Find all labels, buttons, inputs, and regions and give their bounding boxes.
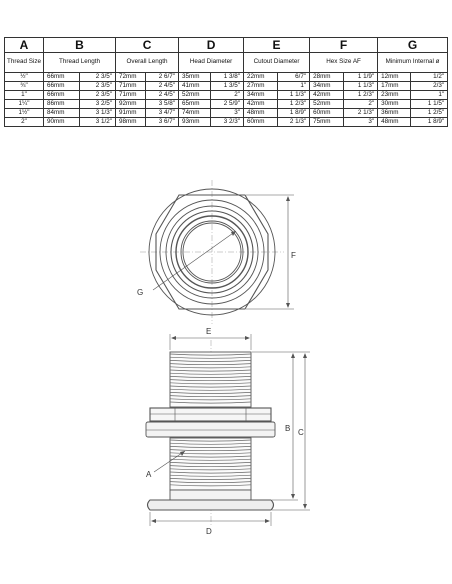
table-cell: 34mm [244,91,278,100]
table-cell: 1" [5,91,44,100]
table-cell: 2" [211,91,244,100]
table-cell: 3 5/8" [146,100,179,109]
top-view [140,180,294,324]
table-cell: 34mm [310,82,344,91]
table-cell: 72mm [116,73,146,82]
table-cell: 48mm [378,118,411,127]
table-cell: 52mm [179,91,211,100]
side-washer [146,422,275,437]
table-cell: 1 3/5" [211,82,244,91]
table-cell: 52mm [310,100,344,109]
table-cell: 2 3/5" [80,82,116,91]
dimension-label-f: F [291,251,296,260]
table-cell: 48mm [244,109,278,118]
table-cell: 3 1/2" [80,118,116,127]
table-cell: 36mm [378,109,411,118]
table-cell: 93mm [179,118,211,127]
table-cell: 75mm [310,118,344,127]
dimension-label-c: C [298,428,304,437]
table-cell: 6/7" [278,73,310,82]
table-cell: 2 1/3" [344,109,378,118]
table-cell: 1 2/3" [278,100,310,109]
column-letter-a: A [5,38,44,53]
table-cell: 66mm [44,73,80,82]
table-cell: 1 1/9" [344,73,378,82]
table-cell: 2" [5,118,44,127]
table-cell: 86mm [44,100,80,109]
side-head-flange [148,500,274,510]
table-cell: 27mm [244,82,278,91]
dimension-label-b: B [285,424,291,433]
table-cell: 2 4/5" [146,91,179,100]
table-cell: 65mm [179,100,211,109]
table-cell: 74mm [179,109,211,118]
table-cell: 23mm [378,91,411,100]
table-cell: 3 6/7" [146,118,179,127]
table-cell: 35mm [179,73,211,82]
table-cell: 66mm [44,91,80,100]
table-cell: 2 5/9" [211,100,244,109]
table-cell: 17mm [378,82,411,91]
table-cell: 71mm [116,91,146,100]
table-cell: 92mm [116,100,146,109]
header-overall-length: Overall Length [116,53,179,73]
table-cell: 1 1/3" [278,91,310,100]
table-cell: 2 1/3" [278,118,310,127]
table-cell: 3" [211,109,244,118]
table-cell: 2 3/5" [80,91,116,100]
table-cell: 3 4/7" [146,109,179,118]
header-head-diameter: Head Diameter [179,53,244,73]
table-cell: 22mm [244,73,278,82]
side-head-collar [170,490,251,500]
column-letter-d: D [179,38,244,53]
table-cell: 12mm [378,73,411,82]
table-cell: 3 1/3" [80,109,116,118]
table-cell: 1 8/9" [278,109,310,118]
dimension-label-g: G [137,288,144,297]
table-cell: 91mm [116,109,146,118]
dimension-label-a: A [146,470,152,479]
table-cell: 1½" [5,109,44,118]
table-cell: 1 1/3" [344,82,378,91]
table-cell: 41mm [179,82,211,91]
table-cell: 1 3/8" [211,73,244,82]
header-cutout-diameter: Cutout Diameter [244,53,310,73]
table-cell: 71mm [116,82,146,91]
table-cell: 2 3/5" [80,73,116,82]
table-cell: 1 8/9" [411,118,448,127]
table-cell: 60mm [310,109,344,118]
table-cell: 1" [411,91,448,100]
table-cell: 2 4/5" [146,82,179,91]
table-cell: 1 1/5" [411,100,448,109]
table-cell: 2" [344,100,378,109]
upper-thread-section [170,352,251,407]
dimension-label-e: E [206,327,212,336]
side-hex-nut [150,408,271,421]
header-min-internal: Minimum Internal ø [378,53,448,73]
column-letter-c: C [116,38,179,53]
table-cell: 1 2/5" [411,109,448,118]
table-cell: 28mm [310,73,344,82]
table-cell: 1" [278,82,310,91]
dimension-label-d: D [206,527,212,536]
table-cell: 42mm [310,91,344,100]
table-cell: 90mm [44,118,80,127]
table-cell: 3 2/5" [80,100,116,109]
table-cell: 2/3" [411,82,448,91]
table-cell: 30mm [378,100,411,109]
table-cell: 60mm [244,118,278,127]
header-hex-size: Hex Size AF [310,53,378,73]
header-thread-size: Thread Size [5,53,44,73]
column-letter-b: B [44,38,116,53]
table-cell: ¾" [5,82,44,91]
table-cell: ½" [5,73,44,82]
column-letter-g: G [378,38,448,53]
table-cell: 98mm [116,118,146,127]
table-cell: 3 2/3" [211,118,244,127]
table-cell: 1¼" [5,100,44,109]
header-thread-length: Thread Length [44,53,116,73]
table-cell: 1 2/3" [344,91,378,100]
table-cell: 3" [344,118,378,127]
table-cell: 66mm [44,82,80,91]
column-letter-f: F [310,38,378,53]
table-cell: 2 6/7" [146,73,179,82]
table-cell: 42mm [244,100,278,109]
table-cell: 84mm [44,109,80,118]
column-letter-e: E [244,38,310,53]
table-cell: 1/2" [411,73,448,82]
